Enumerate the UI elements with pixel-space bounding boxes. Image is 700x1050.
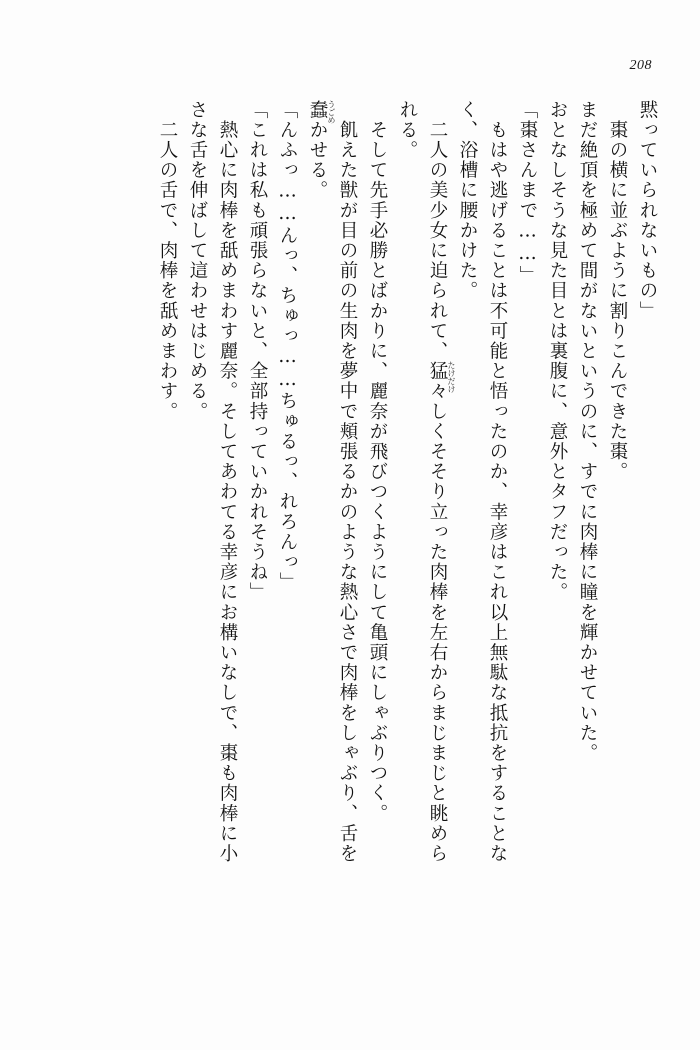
ruby-reading: うごめ — [327, 100, 336, 124]
text-line: さな舌を伸ばして這わせはじめる。 — [187, 100, 208, 422]
text-line: そして先手必勝とばかりに、麗奈が飛びつくようにして亀頭にしゃぶりつく。 — [367, 100, 388, 824]
text-line: 熱心に肉棒を舐めまわす麗奈。そしてあわてる幸彦にお構いなしで、棗も肉棒に小 — [217, 100, 238, 864]
text-line: 黙っていられないもの」 — [637, 100, 658, 322]
text-line: 「これは私も頑張らないと、全部持っていかれそうね」 — [247, 100, 268, 603]
ruby-group: 蠢 うごめ — [307, 100, 336, 124]
text-line: もはや逃げることは不可能と悟ったのか、幸彦はこれ以上無駄な抵抗をすることな — [487, 100, 508, 864]
text-line: 「んふっ……んっ、ちゅっ……ちゅるっ、れろんっ」 — [277, 100, 298, 593]
text-line: 「棗さんまで……」 — [517, 100, 538, 286]
text-line: 蠢 うごめ かせる。 — [307, 100, 336, 201]
text-line: 飢えた獣が目の前の生肉を夢中で頬張るかのような熱心さで肉棒をしゃぶり、舌を — [337, 100, 358, 864]
text-line: く、浴槽に腰かけた。 — [457, 100, 478, 301]
text-line: おとなしそうな見た目とは裏腹に、意外とタフだった。 — [547, 100, 568, 603]
vertical-text-block — [44, 100, 656, 994]
ruby-group: 猛々 たけだけ — [427, 361, 456, 402]
text-line: れる。 — [397, 100, 418, 161]
text-line: まだ絶頂を極めて間がないというのに、すでに肉棒に瞳を輝かせていた。 — [577, 100, 598, 764]
text-line: 棗の横に並ぶように割りこんできた棗。 — [607, 100, 628, 482]
ruby-reading: たけだけ — [447, 361, 456, 394]
text-line: 二人の美少女に迫られて、猛々 たけだけ しくそそり立った肉棒を左右からまじまじと眺めら — [427, 100, 456, 864]
text-line: 二人の舌で、肉棒を舐めまわす。 — [157, 100, 178, 422]
page-number: 208 — [629, 58, 652, 73]
